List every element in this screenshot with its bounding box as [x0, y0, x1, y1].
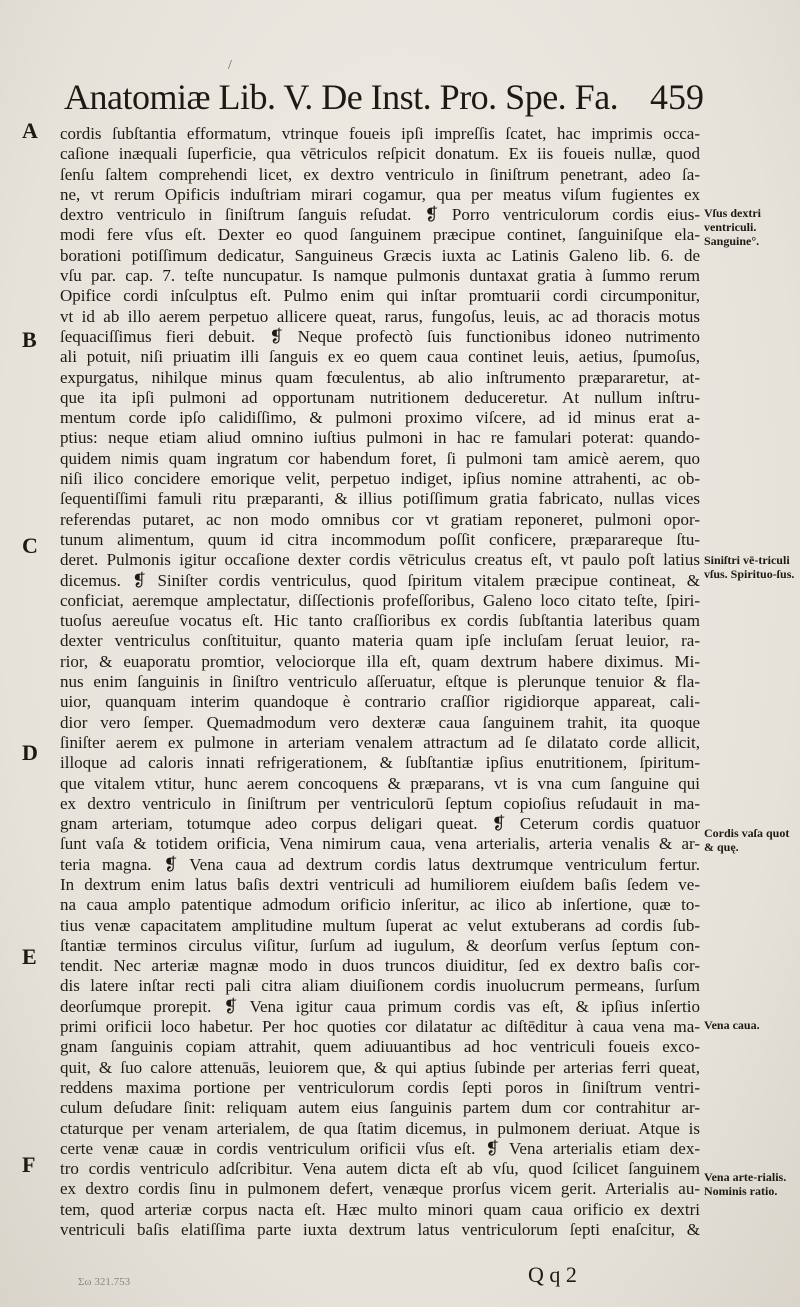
- text-line: ſtantiæ terminos circulus viſitur, ſurſum ad iugulum, & deorſum verſus ſeptum con-: [60, 935, 700, 955]
- text-line: ex dextro ventriculo in ſiniſtrum per ventriculorū ſeptum copioſius reſudauit in ma-: [60, 793, 700, 813]
- running-header: [64, 72, 704, 122]
- body-text: [60, 124, 700, 1281]
- text-line: na caua amplo patentique admodum orificio inſeritur, ac ilico ab inſertione, quæ to-: [60, 895, 700, 915]
- text-line: vt id ab illo aerem perpetuo allicere queat, rarus, fungoſus, leuis, ac ad thoracis motus: [60, 306, 700, 326]
- section-letter-a: A: [22, 118, 38, 143]
- text-line: gnam arteriam, totumque adeo corpus deligari queat. ❡ Ceterum cordis quatuor: [60, 814, 700, 834]
- text-line: que ita ipſi pulmoni ad opportunam nutritionem deduceretur. At nullum inſtru-: [60, 387, 700, 407]
- text-line: mentum corde ipſo calidiſſimo, & pulmoni proximo viſcere, ad id minus erat a-: [60, 408, 700, 428]
- text-line: quidem nimis quam ingratum cor habendum foret, ſi pulmoni tam amicè aerem, quo: [60, 448, 700, 468]
- text-line: quit, & ſuo calore attenuās, leuiorem que, & qui aptius ſubinde per arterias ferri queat,: [60, 1057, 700, 1077]
- text-line: dicemus. ❡ Siniſter cordis ventriculus, quod ſpiritum vitalem præcipue contineat, &: [60, 570, 700, 590]
- text-line: illoque ad caloris innati refrigerationem, & ſubſtantiæ ipſius enutritionem, ſpiritum-: [60, 753, 700, 773]
- text-line: dexter ventriculus conſtituitur, quanto materia quam ipſe incluſam ſeruat leuior, ra-: [60, 631, 700, 651]
- text-line: tro cordis ventriculo adſcribitur. Vena autem dicta eſt ab vſu, quod ſcilicet ſanguinem: [60, 1159, 700, 1179]
- library-stamp: Σω 321.753: [78, 1276, 131, 1288]
- text-line: tendit. Nec arteriæ magnæ modo in duos truncos diuiditur, ſed ex dextro baſis cor-: [60, 956, 700, 976]
- text-line: tuoſus aereuſue vocatus eſt. Hic tanto craſſioribus ex cordis ſubſtantia lateribus quam: [60, 611, 700, 631]
- text-line: ſequentiſſimi famuli ritu præparanti, & illius potiſſimum gratia fabricato, nullas vices: [60, 489, 700, 509]
- text-line: que vitalem vtitur, hunc aerem concoquens & præparans, vt is vna cum ſanguine qui: [60, 773, 700, 793]
- text-line: referendas putaret, ac non modo omnibus cor vt gratiam reponeret, pulmoni opor-: [60, 509, 700, 529]
- text-line: ctaturque per venam arterialem, de qua ſtatim dicemus, in pulmonem deriuat. Atque is: [60, 1118, 700, 1138]
- text-line: dis latere inſtar recti pali citra aliam diuiſionem cordis inuolucrum permeans, ſurſum: [60, 976, 700, 996]
- text-line: ali potuit, niſi priuatim illi ſanguis ex eo quem caua continet leuis, aetius, ſpumoſus,: [60, 347, 700, 367]
- signature-mark: Q q 2: [528, 1262, 577, 1287]
- text-line: rior, & euaporatu promtior, velociorque illa eſt, quam dextrum habere diximus. Mi-: [60, 651, 700, 671]
- text-line: uior, quanquam interim quandoque è contrario craſſior rigidiorque appareat, cali-: [60, 692, 700, 712]
- margin-note: Siniſtri vē-triculi vſus. Spirituo-ſus.: [704, 553, 795, 581]
- text-line: cordis ſubſtantia efformatum, vtrinque foueis ipſi impreſſis ſcatet, hac imprimis occa-: [60, 124, 700, 143]
- text-line: dextro ventriculo in ſiniſtrum ſanguis reſudat. ❡ Porro ventriculorum cordis eius-: [60, 205, 700, 225]
- text-line: conficiat, aeremque amplectatur, diſſectionis profeſſoribus, Galeno loco citato teſte, ſpiri-: [60, 590, 700, 610]
- text-line: vſu par. cap. 7. teſte nuncupatur. Is namque pulmonis duntaxat gratia à ſummo rerum: [60, 266, 700, 286]
- section-letter-e: E: [22, 944, 37, 969]
- text-line: ne, vt rerum Opificis induſtriam mirari cogamur, qua per meatus viſum fugientes ex: [60, 184, 700, 204]
- text-line: ptius: neque etiam aliud omnino iuſtius pulmoni in hac re famulari poterat: quando-: [60, 428, 700, 448]
- text-line: tem, quod arteriæ corpus nacta eſt. Hæc multo minori quam caua orificio ex dextri: [60, 1199, 700, 1219]
- text-line: culum deſudare ſinit: reliquam autem eius ſanguinis partem dum cor contrahitur ar-: [60, 1098, 700, 1118]
- text-line: Opifice cordi inſculptus eſt. Pulmo enim qui inſtar promtuarii cordi circumponitur,: [60, 286, 700, 306]
- text-line: caſione inæquali ſuperficie, qua vētriculos reſpicit donatum. Ex iis foueis nullæ, quod: [60, 144, 700, 164]
- margin-note: Vena caua.: [704, 1018, 760, 1032]
- text-line: certe venæ cauæ in cordis ventriculum orificii vſus eſt. ❡ Vena arterialis etiam dex-: [60, 1138, 700, 1158]
- section-letter-d: D: [22, 740, 38, 765]
- margin-note: Cordis vaſa quot & quę.: [704, 826, 790, 854]
- text-line: deorſumque prorepit. ❡ Vena igitur caua primum cordis vas eſt, & ipſius inſertio: [60, 996, 700, 1016]
- text-line: ſiniſter aerem ex pulmone in arteriam venalem attractum ad ſe dilatato corde allicit,: [60, 732, 700, 752]
- text-line: borationi potiſſimum dedicatur, Sanguineus Græcis iuxta ac Latinis Galeno lib. 6. de: [60, 245, 700, 265]
- margin-note: Vena arte-rialis. Nominis ratio.: [704, 1170, 787, 1198]
- section-letter-b: B: [22, 327, 37, 352]
- text-line: ſunt vaſa & totidem orificia, Vena nimirum caua, vena arterialis, arteria venalis & ar-: [60, 834, 700, 854]
- text-line: In dextrum enim latus baſis dextri ventriculi ad humiliorem eiuſdem baſis ſedem ve-: [60, 874, 700, 894]
- text-line: gnam ſanguinis copiam attrahit, quem adiuuantibus ad hoc ventriculi foueis exco-: [60, 1037, 700, 1057]
- text-line: [60, 1240, 700, 1260]
- text-line: dior vero ſemper. Quemadmodum vero dexteræ caua ſanguinem trahit, ita quoque: [60, 712, 700, 732]
- text-line: tunum alimentum, quum id citra incommodum poſſit conficere, præparareque ſtu-: [60, 529, 700, 549]
- text-line: reddens maxima portione per ventriculorum cordis ſepti poros in ſiniſtrum ventri-: [60, 1077, 700, 1097]
- text-line: niſi ilico concidere emorique velit, perpetuo indiget, ipſius nomine attrahenti, ac ob-: [60, 469, 700, 489]
- text-line: nus enim ſanguinis in ſiniſtro ventriculo aſſeruatur, eſtque is plerunque tenuior & fla-: [60, 672, 700, 692]
- text-line: primi orificii loco habetur. Per hoc quoties cor dilatatur ac diſtēditur à caua vena ma-: [60, 1017, 700, 1037]
- text-line: ſequaciſſimus fieri debuit. ❡ Neque profectò ſuis functionibus idoneo nutrimento: [60, 326, 700, 346]
- text-line: tius venæ capacitatem amplitudine multum ſuperat ac velut extuberans ad cordis ſub-: [60, 915, 700, 935]
- page-number: 459: [650, 77, 704, 117]
- text-line: expurgatus, nihilque minus quam fœculentus, ab alio inſtrumento præpararetur, at-: [60, 367, 700, 387]
- text-line: teria magna. ❡ Vena caua ad dextrum cordis latus dextrumque ventriculum fertur.: [60, 854, 700, 874]
- text-line: ex dextro cordis ſinu in pulmonem defert, venæque prorſus vicem gerit. Arterialis au-: [60, 1179, 700, 1199]
- section-letter-f: F: [22, 1152, 36, 1177]
- running-title: Anatomiæ Lib. V. De Inst. Pro. Spe. Fa.: [64, 77, 619, 117]
- section-letter-c: C: [22, 533, 38, 558]
- text-line: ſenſu ſaltem comprehendi licet, ex dextro ventriculo in ſiniſtrum penetrant, adeo ſa-: [60, 164, 700, 184]
- ink-mark: /: [228, 58, 232, 73]
- text-line: [60, 1261, 700, 1281]
- text-line: ventriculi baſis elatiſſima parte iuxta dextrum latus ventriculorum ſepti enaſcitur, &: [60, 1220, 700, 1240]
- text-line: modi fere vſus eſt. Dexter eo quod ſanguinem præcipue continet, ſanguiniſque ela-: [60, 225, 700, 245]
- margin-note: Vſus dextri ventriculi. Sanguine°.: [704, 206, 761, 248]
- text-line: deret. Pulmonis igitur occaſione dexter cordis vētriculus creatus eſt, vt paulo poſt latius: [60, 550, 700, 570]
